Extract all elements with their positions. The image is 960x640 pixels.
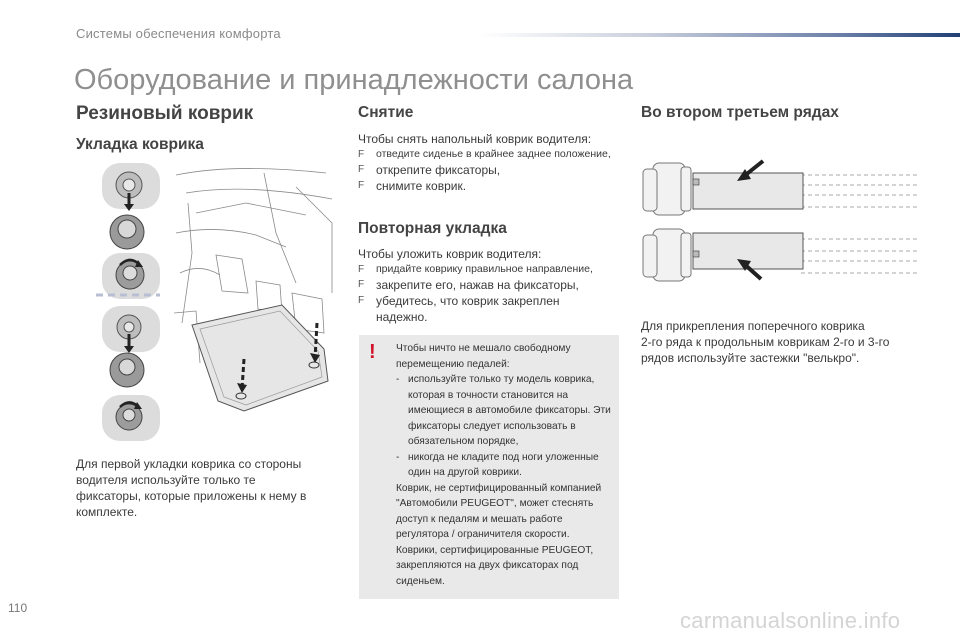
rear-floor-lines <box>801 175 917 273</box>
page-number: 110 <box>8 601 28 615</box>
velcro-line: 2-го ряда к продольным коврикам 2-го и 3-го <box>641 335 890 349</box>
warning-paragraph: Коврики, сертифицированные PEUGEOT, закрепляются на двух фиксаторах под сиденьем. <box>396 544 594 587</box>
reinstall-list <box>358 262 620 325</box>
velcro-paragraph <box>641 318 931 366</box>
fixing-step-3-icon <box>102 253 160 299</box>
seat-front-drawing <box>643 163 691 215</box>
subheading-mat-installation: Укладка коврика <box>76 136 204 153</box>
installation-line: фиксаторы, которые приложены к нему в <box>76 489 307 503</box>
subheading-reinstall: Повторная укладка <box>358 220 507 237</box>
section-header: Системы обеспечения комфорта <box>76 26 281 41</box>
subheading-removal: Снятие <box>358 104 414 121</box>
installation-line: Для первой укладки коврика со стороны <box>76 457 302 471</box>
removal-intro: Чтобы снять напольный коврик водителя: <box>358 132 592 146</box>
mat-installation-illustration <box>96 163 336 445</box>
fixing-step-5-icon <box>110 353 144 387</box>
removal-list <box>358 147 620 194</box>
list-item: F закрепите его, нажав на фиксаторы, <box>358 278 579 292</box>
page-title: Оборудование и принадлежности салона <box>74 64 634 96</box>
warning-box <box>359 335 619 599</box>
section-heading-rubber-mat: Резиновый коврик <box>76 103 254 124</box>
watermark: carmanualsonline.info <box>680 608 901 633</box>
subheading-second-third-rows: Во втором третьем рядах <box>641 104 839 121</box>
warning-dash-item: - никогда не кладите под ноги уложенные один на другой коврики. <box>396 451 599 478</box>
list-item: F отведите сиденье в крайнее заднее положение, <box>358 148 611 160</box>
list-item: F придайте коврику правильное направление, <box>358 263 593 275</box>
floor-mat-drawing <box>192 305 328 411</box>
velcro-line: рядов используйте застежки "велькро". <box>641 351 860 365</box>
fixing-step-6-icon <box>102 395 160 441</box>
velcro-line: Для прикрепления поперечного коврика <box>641 319 865 333</box>
fixing-step-2-icon <box>110 215 144 249</box>
installation-paragraph <box>76 456 336 520</box>
fixing-step-1-icon <box>102 163 160 211</box>
header-gradient-bar <box>480 33 960 37</box>
warning-icon: ! <box>369 341 376 363</box>
warning-line: перемещению педалей: <box>396 358 510 370</box>
installation-line: комплекте. <box>76 505 138 519</box>
installation-line: водителя используйте только те <box>76 473 256 487</box>
list-item: F снимите коврик. <box>358 179 467 193</box>
rows-mat-illustration <box>641 155 919 285</box>
warning-line: Чтобы ничто не мешало свободному <box>396 343 571 354</box>
reinstall-intro: Чтобы уложить коврик водителя: <box>358 247 542 261</box>
warning-dash-item: - используйте только ту модель коврика, которая в точности становится на имеющиеся в автомобиле фиксаторы. Эти фиксаторы следует использовать в обязательном порядке, <box>396 374 611 447</box>
removal-instructions <box>358 131 620 194</box>
list-item: F открепите фиксаторы, <box>358 163 501 177</box>
warning-paragraph: Коврик, не сертифицированный компанией "Автомобили PEUGEOT", может стеснять доступ к педалям и мешать работе регулятора / ограничителя скорости. <box>396 482 602 540</box>
warning-text <box>396 341 614 589</box>
fixing-step-4-icon <box>102 306 160 353</box>
seat-rear-drawing <box>643 229 691 281</box>
list-item: F убедитесь, что коврик закреплен надежно. <box>358 294 560 324</box>
reinstall-instructions <box>358 246 620 325</box>
